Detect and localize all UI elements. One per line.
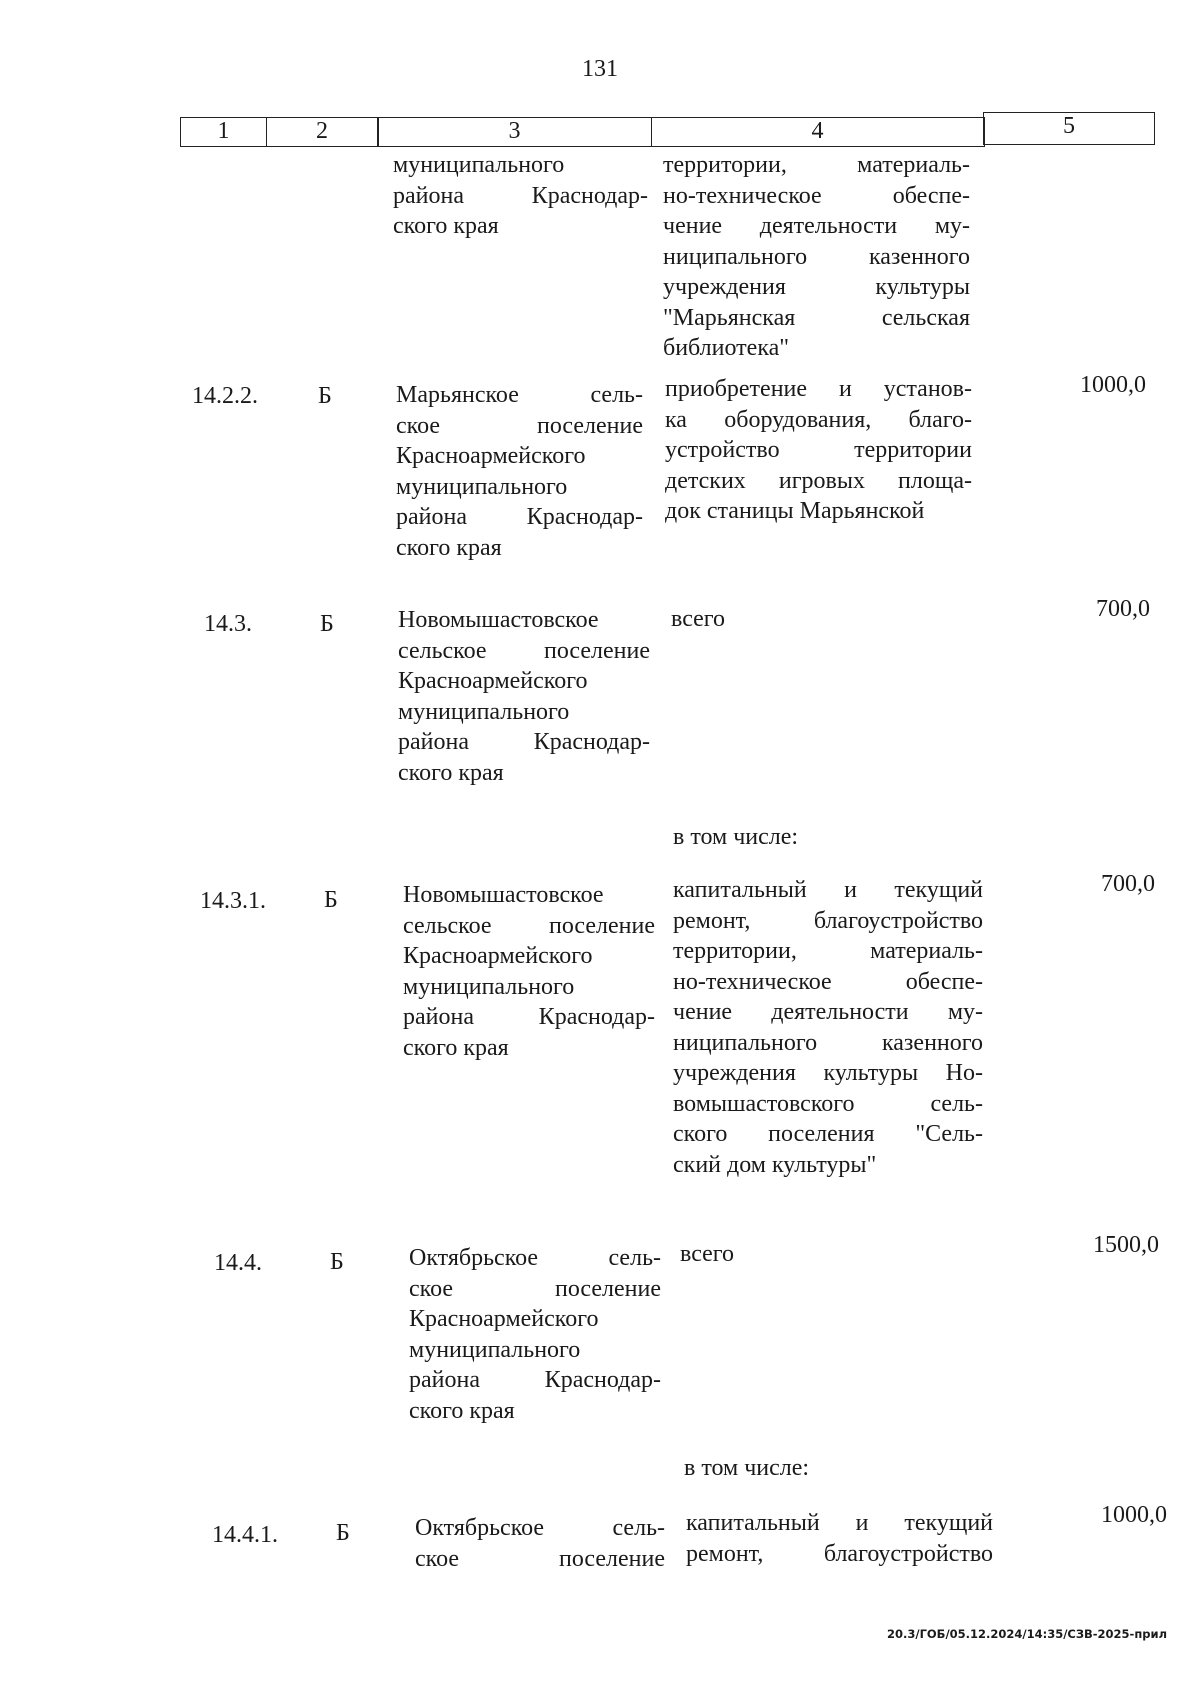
row-recipient	[398, 605, 650, 788]
row-recipient	[396, 380, 643, 563]
text-line: Октябрьское сель-	[409, 1245, 661, 1271]
text-line: территории, материаль-	[663, 152, 970, 178]
text-line: капитальный и текущий	[673, 877, 983, 903]
text-line: капитальный и текущий	[686, 1510, 993, 1536]
row-amount: 700,0	[1096, 596, 1150, 622]
text-line: района Краснодар-	[398, 729, 650, 755]
row-number: 14.4.	[214, 1250, 262, 1276]
text-line: ский дом культуры"	[673, 1151, 877, 1178]
text-line: но-техническое обеспе-	[673, 968, 983, 995]
text-line: библиотека"	[663, 335, 790, 361]
row-amount: 1500,0	[1093, 1232, 1159, 1258]
text-line: чение деятельности му-	[673, 999, 983, 1025]
text-line: района Краснодар-	[393, 182, 648, 209]
row-number: 14.3.	[204, 611, 252, 637]
text-line: но-техническое обеспе-	[663, 182, 970, 209]
row-purpose	[673, 875, 983, 1180]
text-line: всего	[680, 1241, 735, 1267]
header-col-3: 3	[377, 117, 652, 147]
row-amount: 700,0	[1101, 871, 1155, 897]
text-line: устройство территории	[665, 437, 972, 463]
row-purpose	[680, 1239, 980, 1270]
text-line: учреждения культуры	[663, 274, 970, 300]
text-line: ского края	[403, 1034, 509, 1061]
row-recipient	[403, 880, 655, 1063]
text-line: ремонт, благоустройство	[673, 907, 983, 934]
text-line: ниципального казенного	[663, 243, 970, 270]
header-col-1: 1	[180, 117, 267, 147]
text-line: ниципального казенного	[673, 1029, 983, 1056]
text-line: территории, материаль-	[673, 938, 983, 964]
text-line: вомышастовского сель-	[673, 1090, 983, 1117]
text-line: "Марьянская сельская	[663, 304, 970, 331]
row-recipient	[415, 1513, 665, 1574]
text-line: приобретение и установ-	[665, 376, 972, 402]
text-line: сельское поселение	[403, 912, 655, 939]
row-purpose	[671, 604, 971, 635]
text-line: детских игровых площа-	[665, 467, 972, 494]
text-line: чение деятельности му-	[663, 213, 970, 239]
row-purpose	[665, 374, 972, 527]
row-recipient	[409, 1243, 661, 1426]
text-line: Красноармейского	[396, 443, 586, 469]
text-line: района Краснодар-	[396, 504, 643, 530]
row-code: Б	[318, 383, 332, 409]
text-line: района Краснодар-	[403, 1004, 655, 1030]
row-code: Б	[336, 1520, 350, 1546]
text-line: Красноармейского	[409, 1306, 599, 1332]
text-line: муниципального	[398, 698, 570, 725]
text-line: док станицы Марьянской	[665, 498, 925, 524]
text-line: Новомышастовское	[398, 607, 599, 633]
text-line: Красноармейского	[398, 668, 588, 694]
text-line: Октябрьское сель-	[415, 1515, 665, 1541]
text-line: Новомышастовское	[403, 882, 604, 908]
text-line: района Краснодар-	[409, 1367, 661, 1393]
document-footer-code: 20.3/ГОБ/05.12.2024/14:35/СЗВ-2025-прил	[887, 1627, 1167, 1641]
text-line: ского края	[396, 534, 502, 561]
text-line: муниципального	[403, 973, 575, 1000]
row-code: Б	[320, 611, 334, 637]
header-col-5: 5	[983, 112, 1155, 145]
table-header	[180, 113, 1155, 147]
text-line: Красноармейского	[403, 943, 593, 969]
row-amount: 1000,0	[1080, 372, 1146, 398]
text-line: ское поселение	[415, 1545, 665, 1572]
text-line: ское поселение	[409, 1275, 661, 1302]
text-line: муниципального	[396, 473, 568, 500]
text-line: учреждения культуры Но-	[673, 1060, 983, 1086]
subtotal-intro: в том числе:	[684, 1455, 810, 1481]
page-number: 131	[582, 56, 618, 82]
row-purpose	[686, 1508, 993, 1569]
row-amount: 1000,0	[1101, 1502, 1167, 1528]
text-line: ского поселения "Сель-	[673, 1121, 983, 1147]
text-line: ского края	[398, 759, 504, 786]
header-col-2: 2	[266, 117, 379, 147]
row-code: Б	[330, 1249, 344, 1275]
text-line: ремонт, благоустройство	[686, 1540, 993, 1567]
row-number: 14.3.1.	[200, 888, 266, 914]
header-col-4: 4	[651, 117, 985, 147]
continuation-col4	[663, 150, 970, 364]
text-line: ское поселение	[396, 412, 643, 439]
subtotal-intro: в том числе:	[673, 824, 799, 850]
text-line: ка оборудования, благо-	[665, 406, 972, 433]
text-line: всего	[671, 606, 726, 632]
text-line: ского края	[393, 213, 499, 239]
text-line: ского края	[409, 1397, 515, 1424]
continuation-col3	[393, 150, 648, 242]
row-number: 14.4.1.	[212, 1522, 278, 1548]
text-line: сельское поселение	[398, 637, 650, 664]
row-number: 14.2.2.	[192, 383, 258, 409]
text-line: муниципального	[409, 1336, 581, 1363]
text-line: Марьянское сель-	[396, 382, 643, 408]
row-code: Б	[324, 887, 338, 913]
text-line: муниципального	[393, 152, 565, 178]
